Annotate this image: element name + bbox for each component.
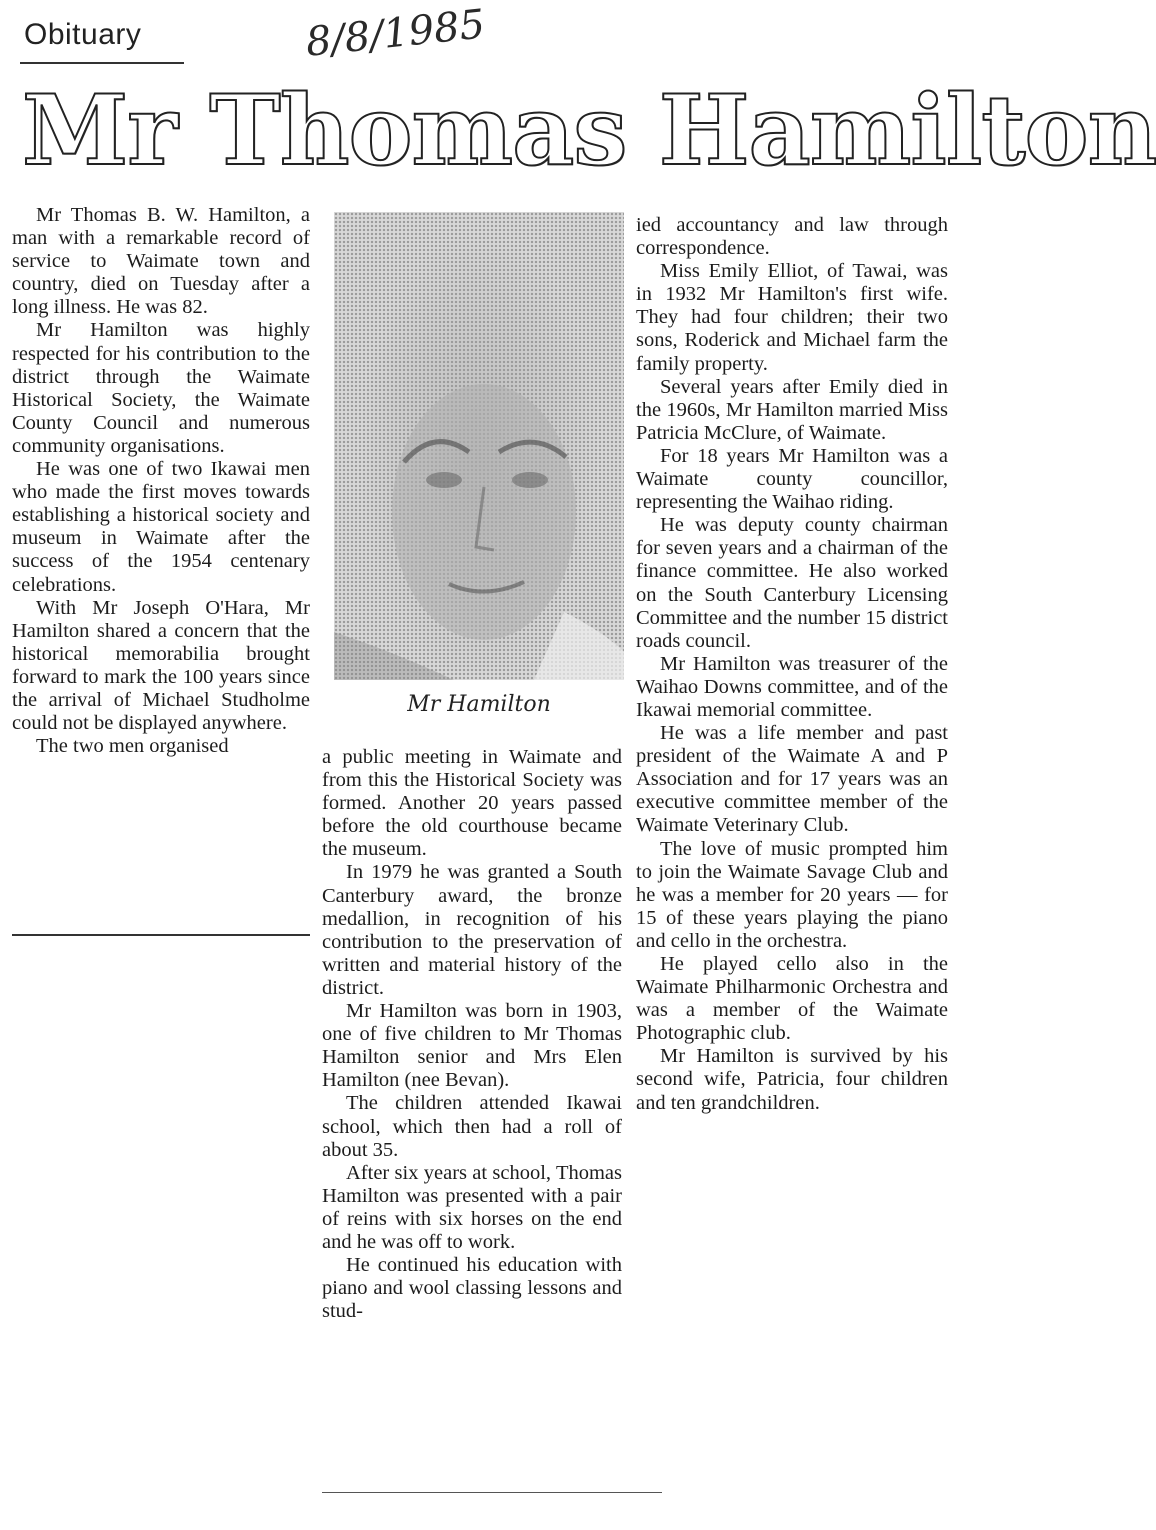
portrait-icon <box>334 212 624 680</box>
paragraph: After six years at school, Thomas Hamilton was presented with a pair of reins with six horses on the end and he was off to work. <box>322 1161 622 1253</box>
paragraph: Mr Hamilton is survived by his second wife, Patricia, four children and ten grandchildren. <box>636 1045 948 1114</box>
photo-caption: Mr Hamilton <box>407 692 551 717</box>
paragraph: With Mr Joseph O'Hara, Mr Hamilton shared a concern that the historical memorabilia brought forward to mark the 100 years since the arrival of Michael Studholme could not be displayed anywhere. <box>12 596 310 735</box>
column-end-rule <box>12 934 310 936</box>
paragraph: Several years after Emily died in the 1960s, Mr Hamilton married Miss Patricia McClure, of Waimate. <box>636 375 948 444</box>
article-column-2 <box>322 746 622 1323</box>
article-column-3 <box>636 214 948 1115</box>
section-rule <box>20 62 184 64</box>
paragraph: He played cello also in the Waimate Philharmonic Orchestra and was a member of the Waimate Photographic club. <box>636 953 948 1045</box>
paragraph: Mr Hamilton was highly respected for his contribution to the district through the Waimate Historical Society, the Waimate County Council and numerous community organisations. <box>12 319 310 457</box>
section-label: Obituary <box>24 18 142 51</box>
paragraph: The children attended Ikawai school, which then had a roll of about 35. <box>322 1092 622 1161</box>
paragraph: He was one of two Ikawai men who made the first moves towards establishing a historical society and museum in Waimate after the success of the 1954 centenary celebrations. <box>12 458 310 596</box>
paragraph: ied accountancy and law through correspondence. <box>636 214 948 260</box>
paragraph: Miss Emily Elliot, of Tawai, was in 1932 Mr Hamilton's first wife. They had four children; their two sons, Roderick and Michael farm the family property. <box>636 260 948 375</box>
paragraph: a public meeting in Waimate and from this the Historical Society was formed. Another 20 years passed before the old courthouse became the museum. <box>322 746 622 861</box>
bottom-rule <box>322 1492 662 1493</box>
paragraph: Mr Hamilton was born in 1903, one of five children to Mr Thomas Hamilton senior and Mrs Elen Hamilton (nee Bevan). <box>322 1000 622 1092</box>
portrait-photo <box>334 212 624 680</box>
paragraph: He continued his education with piano and wool classing lessons and stud- <box>322 1254 622 1323</box>
paragraph: For 18 years Mr Hamilton was a Waimate county councillor, representing the Waihao riding. <box>636 444 948 514</box>
article-column-1 <box>12 204 310 758</box>
paragraph: He was deputy county chairman for seven years and a chairman of the finance committee. He also worked on the South Canterbury Licensing Committee and the number 15 district roads council. <box>636 514 948 652</box>
headline: Mr Thomas Hamilton <box>22 74 1156 187</box>
paragraph: He was a life member and past president of the Waimate A and P Association and for 17 years was an executive committee member of the Waimate Veterinary Club. <box>636 722 948 837</box>
paragraph: The two men organised <box>36 735 229 758</box>
paragraph: Mr Thomas B. W. Hamilton, a man with a remarkable record of service to Waimate town and country, died on Tuesday after a long illness. He was 82. <box>12 204 310 319</box>
paragraph: In 1979 he was granted a South Canterbury award, the bronze medallion, in recognition of his contribution to the preservation of written and material history of the district. <box>322 861 622 999</box>
paragraph: The love of music prompted him to join the Waimate Savage Club and he was a member for 20 years — for 15 of these years playing the piano and cello in the orchestra. <box>636 837 948 952</box>
handwritten-date: 8/8/1985 <box>303 1 488 66</box>
paragraph: Mr Hamilton was treasurer of the Waihao Downs committee, and of the Ikawai memorial committee. <box>636 652 948 721</box>
